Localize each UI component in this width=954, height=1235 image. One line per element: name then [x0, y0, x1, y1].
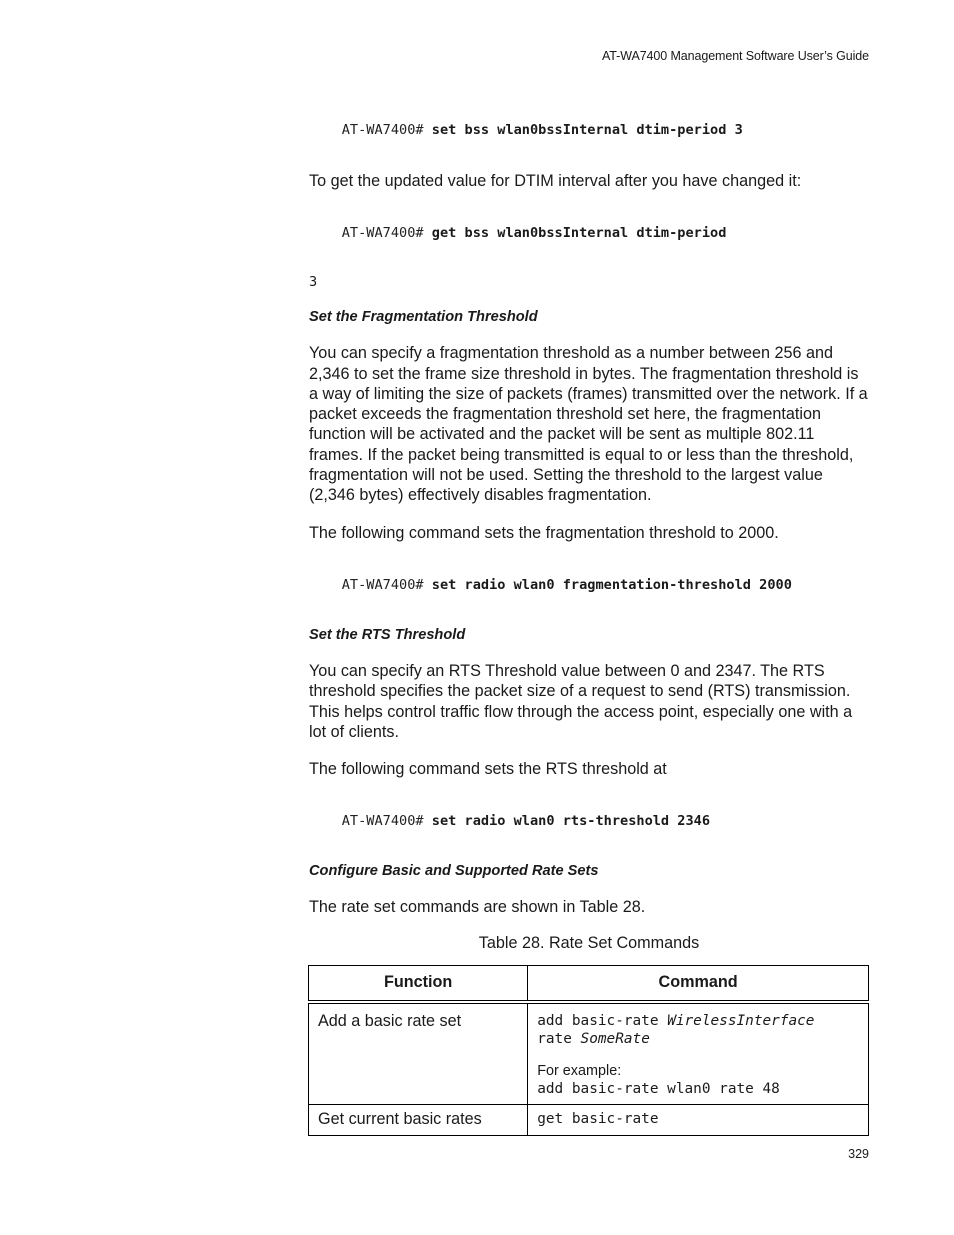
command-text: set bss wlan0bssInternal dtim-period 3	[431, 122, 743, 138]
running-header: AT-WA7400 Management Software User’s Guide	[602, 49, 869, 63]
command-text: set radio wlan0 rts-threshold 2346	[431, 813, 711, 830]
section-heading: Set the Fragmentation Threshold	[309, 309, 538, 326]
command-argument: SomeRate	[580, 1030, 650, 1047]
command-text: set radio wlan0 fragmentation-threshold 2000	[431, 576, 792, 593]
rate-set-table	[308, 965, 869, 1136]
table-caption: Table 28. Rate Set Commands	[478, 933, 700, 952]
command-line	[309, 209, 869, 257]
function-cell: Get current basic rates	[309, 1104, 528, 1135]
body-paragraph: You can specify a fragmentation threshold as a number between 256 and 2,346 to set the frame size threshold in bytes. The fragmentation threshold is a way of limiting the size of packets (frames) transmitted over the network. If a packet exceeds the fragmentation threshold set here, the fragmentation function will be activated and the packet will be sent as multiple 802.11 frames. If the packet being transmitted is equal to or less than the threshold, fragmentation will not be used. Setting the threshold to the largest value (2,346 bytes) effectively disables fragmentation.	[309, 344, 868, 505]
body-paragraph: The following command sets the RTS threshold at	[309, 760, 667, 779]
body-paragraph: You can specify an RTS Threshold value between 0 and 2347. The RTS threshold specifies the packet size of a request to send (RTS) transmission. This helps control traffic flow through the access point, especially one with a lot of clients.	[309, 661, 853, 741]
body-paragraph: To get the updated value for DTIM interval after you have changed it:	[309, 172, 802, 190]
function-cell: Add a basic rate set	[309, 1002, 528, 1105]
table-header-row	[309, 965, 869, 1002]
command-prompt: AT-WA7400#	[341, 813, 424, 830]
command-keyword: add basic-rate	[537, 1012, 668, 1029]
command-syntax-line-2	[537, 1030, 859, 1048]
command-line	[309, 106, 869, 154]
column-header-function: Function	[309, 965, 528, 1002]
command-keyword: rate	[537, 1030, 581, 1047]
command-cell: get basic-rate	[528, 1104, 869, 1135]
command-text: get bss wlan0bssInternal dtim-period	[431, 225, 727, 242]
command-output: 3	[309, 274, 318, 291]
table-row	[309, 1002, 869, 1105]
table-row	[309, 1104, 869, 1135]
section-heading: Configure Basic and Supported Rate Sets	[309, 863, 599, 880]
command-cell	[528, 1002, 869, 1105]
body-paragraph: The following command sets the fragmentation threshold to 2000.	[309, 523, 779, 542]
column-header-command: Command	[528, 965, 869, 1002]
page-number: 329	[848, 1147, 869, 1161]
command-syntax-line-1	[537, 1012, 859, 1030]
command-prompt: AT-WA7400#	[341, 122, 424, 138]
example-label: For example:	[537, 1062, 622, 1079]
section-heading: Set the RTS Threshold	[309, 626, 466, 643]
command-argument: WirelessInterface	[667, 1012, 815, 1029]
example-command: add basic-rate wlan0 rate 48	[537, 1080, 780, 1097]
command-prompt: AT-WA7400#	[341, 225, 424, 242]
body-paragraph: The rate set commands are shown in Table 28.	[309, 898, 646, 917]
command-prompt: AT-WA7400#	[341, 576, 424, 593]
command-line	[309, 797, 869, 845]
page-content	[309, 106, 869, 1136]
command-line	[309, 561, 869, 609]
